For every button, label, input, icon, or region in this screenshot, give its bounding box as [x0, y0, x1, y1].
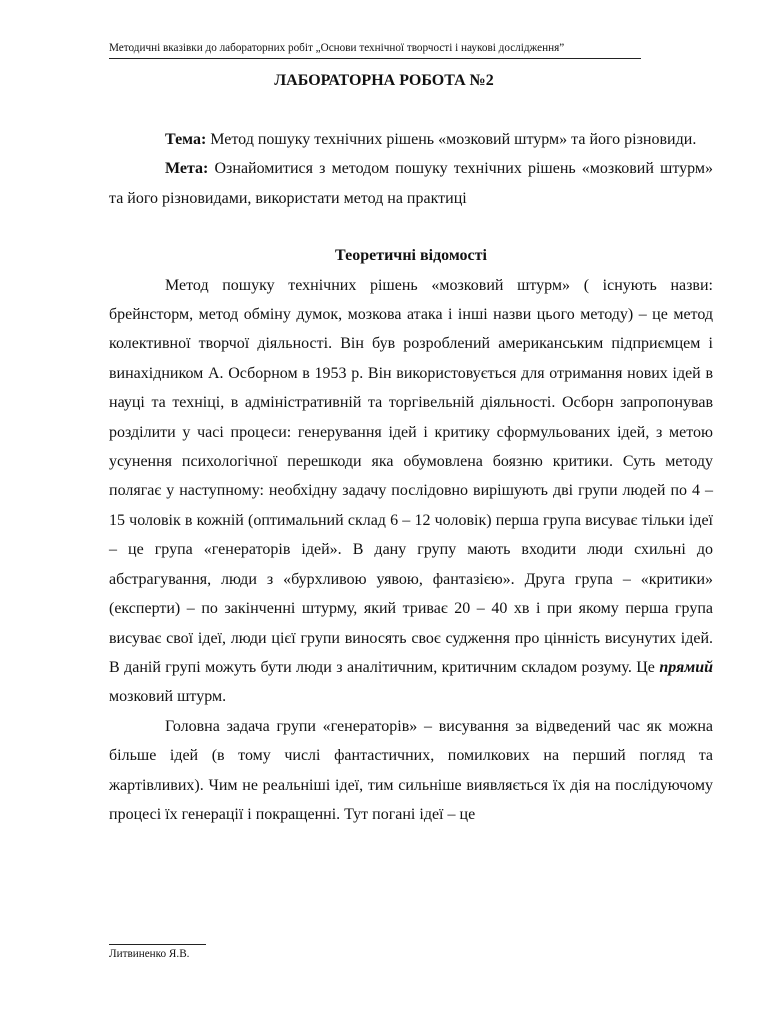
- section-heading: Теоретичні відомості: [335, 247, 487, 265]
- document-body: [109, 125, 713, 829]
- paragraph-2: Головна задача групи «генераторів» – висування за відведений час як можна більше ідей (в тому числі фантастичних, помилкових на перший погляд та жартівливих). Чим не реальніші ідеї, тим сильніше виявляється їх дія на послідуючому процесі їх генерації і покращенні. Тут погані ідеї – це: [109, 717, 713, 823]
- paragraph-1-tail: мозковий штурм.: [109, 688, 227, 706]
- goal-text: Ознайомитися з методом пошуку технічних рішень «мозковий штурм» та його різновидами, використати метод на практиці: [109, 160, 713, 207]
- paragraph-1-emphasis: прямий: [659, 658, 713, 676]
- goal-label: Мета:: [165, 160, 209, 178]
- topic-paragraph: [109, 125, 713, 154]
- paragraph-1: [109, 271, 713, 712]
- paragraph-1-text: Метод пошуку технічних рішень «мозковий штурм» ( існують назви: брейнсторм, метод обміну думок, мозкова атака і інші назви цього методу) – це метод колективної творчої діяльності. Він був розроблений американським підприємцем і винахідником А. Осборном в 1953 р. Він використовується для отримання нових ідей в науці та техніці, в адміністративній та торгівельній діяльності. Осборн запропонував розділити у часі процеси: генерування ідей і критику сформульованих ідей, з метою усунення психологічної перешкоди яка обумовлена боязню критики. Суть методу полягає у наступному: необхідну задачу послідовно вирішують дві групи людей по 4 – 15 чоловік в кожній (оптимальний склад 6 – 12 чоловік) перша група висуває тільки ідеї – це група «генераторів ідей». В дану групу мають входити люди схильні до абстрагування, люди з «бурхливою уявою, фантазією». Друга група – «критики» (експерти) – по закінченні штурму, який триває 20 – 40 хв і при якому перша група висуває свої ідеї, люди цієї групи виносять своє судження про цінність висунутих ідей. В даній групі можуть бути люди з аналітичним, критичним складом розуму. Це: [109, 276, 713, 676]
- goal-paragraph: [109, 154, 713, 213]
- topic-text: Метод пошуку технічних рішень «мозковий штурм» та його різновиди.: [206, 131, 697, 148]
- footer-divider: [109, 944, 206, 945]
- page-title: ЛАБОРАТОРНА РОБОТА №2: [274, 72, 494, 89]
- page-header: Методичні вказівки до лабораторних робіт „Основи технічної творчості і наукові дослідження”: [109, 40, 641, 59]
- page-footer: Литвиненко Я.В.: [109, 948, 190, 960]
- topic-label: Тема:: [165, 131, 207, 148]
